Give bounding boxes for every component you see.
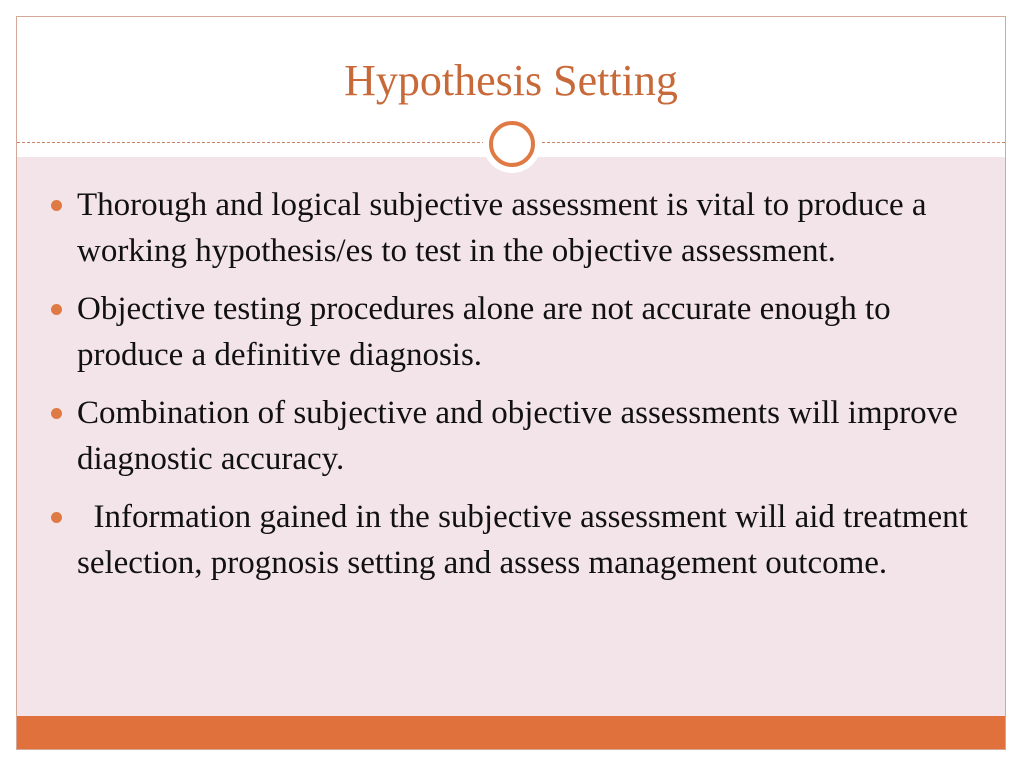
slide-title: Hypothesis Setting [344, 56, 678, 105]
footer-bar [17, 716, 1005, 749]
circle-ornament-icon [483, 115, 541, 173]
ornament-ring [489, 121, 535, 167]
bullet-item [47, 494, 987, 586]
bullet-item [47, 286, 987, 378]
slide [16, 16, 1006, 750]
bullet-list [47, 182, 987, 598]
bullet-dot-icon [51, 408, 62, 419]
bullet-text: Information gained in the subjective assessment will aid treatment selection, prognosis setting and assess management outcome. [77, 499, 977, 581]
bullet-text: Thorough and logical subjective assessment is vital to produce a working hypothesis/es to test in the objective assessment. [77, 187, 935, 269]
bullet-text: Objective testing procedures alone are not accurate enough to produce a definitive diagnosis. [77, 291, 899, 373]
bullet-item [47, 182, 987, 274]
bullet-dot-icon [51, 304, 62, 315]
bullet-dot-icon [51, 512, 62, 523]
bullet-text: Combination of subjective and objective assessments will improve diagnostic accuracy. [77, 395, 967, 477]
bullet-dot-icon [51, 200, 62, 211]
bullet-item [47, 390, 987, 482]
